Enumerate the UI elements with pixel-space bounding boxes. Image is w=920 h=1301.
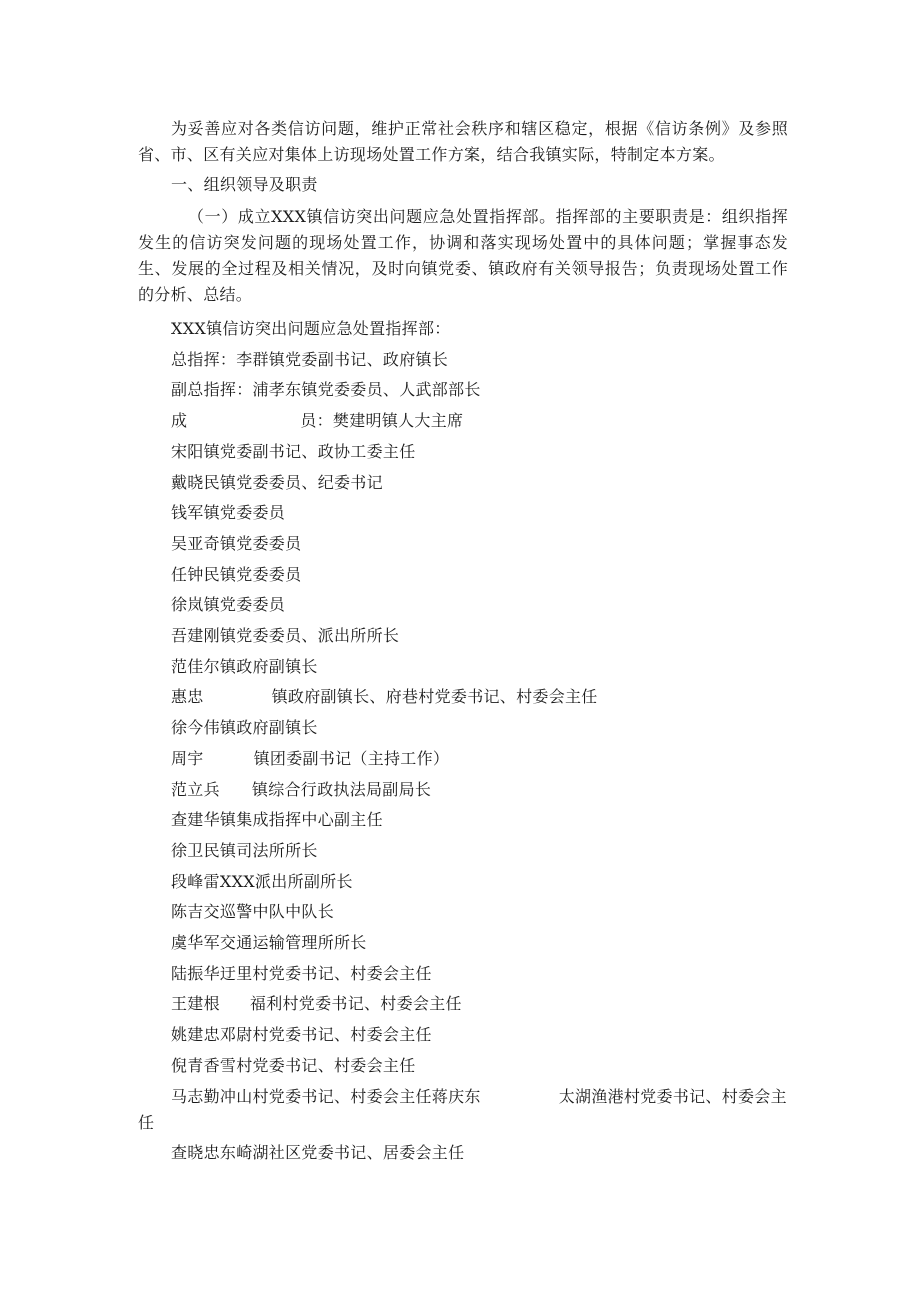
roster-member: 段峰雷XXX派出所副所长 — [171, 871, 353, 891]
member-text-a: 马志勤冲山村党委书记、村委会主任蒋庆东 — [171, 1086, 481, 1106]
roster-member: 倪青香雪村党委书记、村委会主任 — [171, 1055, 416, 1075]
roster-member: 徐卫民镇司法所所长 — [171, 840, 318, 860]
roster-member: 钱军镇党委委员 — [171, 503, 286, 523]
roster-member: 查晓忠东崎湖社区党委书记、居委会主任 — [171, 1142, 465, 1162]
roster-member — [138, 989, 788, 1020]
member-role: 镇综合行政执法局副局长 — [251, 779, 432, 799]
roster-member: 陆振华迂里村党委书记、村委会主任 — [171, 963, 432, 983]
member-text-b: 太湖渔港村党委书记、村委会主任 — [138, 1086, 787, 1132]
section-heading: 一、组织领导及职责 — [171, 175, 318, 194]
roster-member: 虞华军交通运输管理所所长 — [171, 933, 367, 953]
member-name: 范立兵 — [171, 779, 220, 799]
roster-member: 戴晓民镇党委委员、纪委书记 — [171, 472, 383, 492]
roster-commander: 总指挥：李群镇党委副书记、政府镇长 — [171, 349, 449, 369]
member-name: 王建根 — [171, 994, 220, 1014]
member-role: 福利村党委书记、村委会主任 — [249, 994, 462, 1014]
roster-member: 姚建忠邓尉村党委书记、村委会主任 — [171, 1025, 432, 1045]
members-label-b: 员：樊建明镇人大主席 — [300, 411, 464, 431]
roster-deputy: 副总指挥：浦孝东镇党委委员、人武部部长 — [171, 380, 481, 400]
subsection-paragraph: （一）成立XXX镇信访突出问题应急处置指挥部。指挥部的主要职责是：组织指挥发生的信访突发问题的现场处置工作，协调和落实现场处置中的具体问题；掌握事态发生、发展的全过程及相关情况，及时向镇党委、镇政府有关领导报告；负责现场处置工作的分析、总结。 — [138, 207, 788, 304]
roster-member — [138, 682, 788, 713]
member-name: 惠忠 — [171, 687, 204, 707]
roster-member: 任钟民镇党委委员 — [171, 564, 302, 584]
member-name: 周宇 — [171, 748, 204, 768]
roster-title: XXX镇信访突出问题应急处置指挥部： — [171, 319, 451, 338]
roster-member: 徐岚镇党委委员 — [171, 595, 286, 615]
member-role: 镇团委副书记（主持工作） — [253, 748, 450, 768]
roster-member: 吴亚奇镇党委委员 — [171, 533, 302, 553]
roster-member: 范佳尔镇政府副镇长 — [171, 656, 318, 676]
roster-member — [138, 775, 788, 806]
member-role: 镇政府副镇长、府巷村党委书记、村委会主任 — [271, 687, 598, 707]
roster-member: 查建华镇集成指挥中心副主任 — [171, 810, 383, 830]
roster-members-label — [138, 406, 788, 437]
roster-member — [138, 744, 788, 775]
roster-list — [138, 314, 788, 1168]
document-page — [138, 116, 788, 1168]
roster-member: 宋阳镇党委副书记、政协工委主任 — [171, 441, 416, 461]
roster-member: 徐今伟镇政府副镇长 — [171, 718, 318, 738]
intro-paragraph: 为妥善应对各类信访问题，维护正常社会秩序和辖区稳定，根据《信访条例》及参照省、市、区有关应对集体上访现场处置工作方案，结合我镇实际，特制定本方案。 — [138, 119, 788, 164]
roster-member: 陈吉交巡警中队中队长 — [171, 902, 335, 922]
roster-member — [138, 1082, 788, 1138]
roster-member: 吾建刚镇党委委员、派出所所长 — [171, 626, 400, 646]
members-label-a: 成 — [171, 411, 188, 431]
